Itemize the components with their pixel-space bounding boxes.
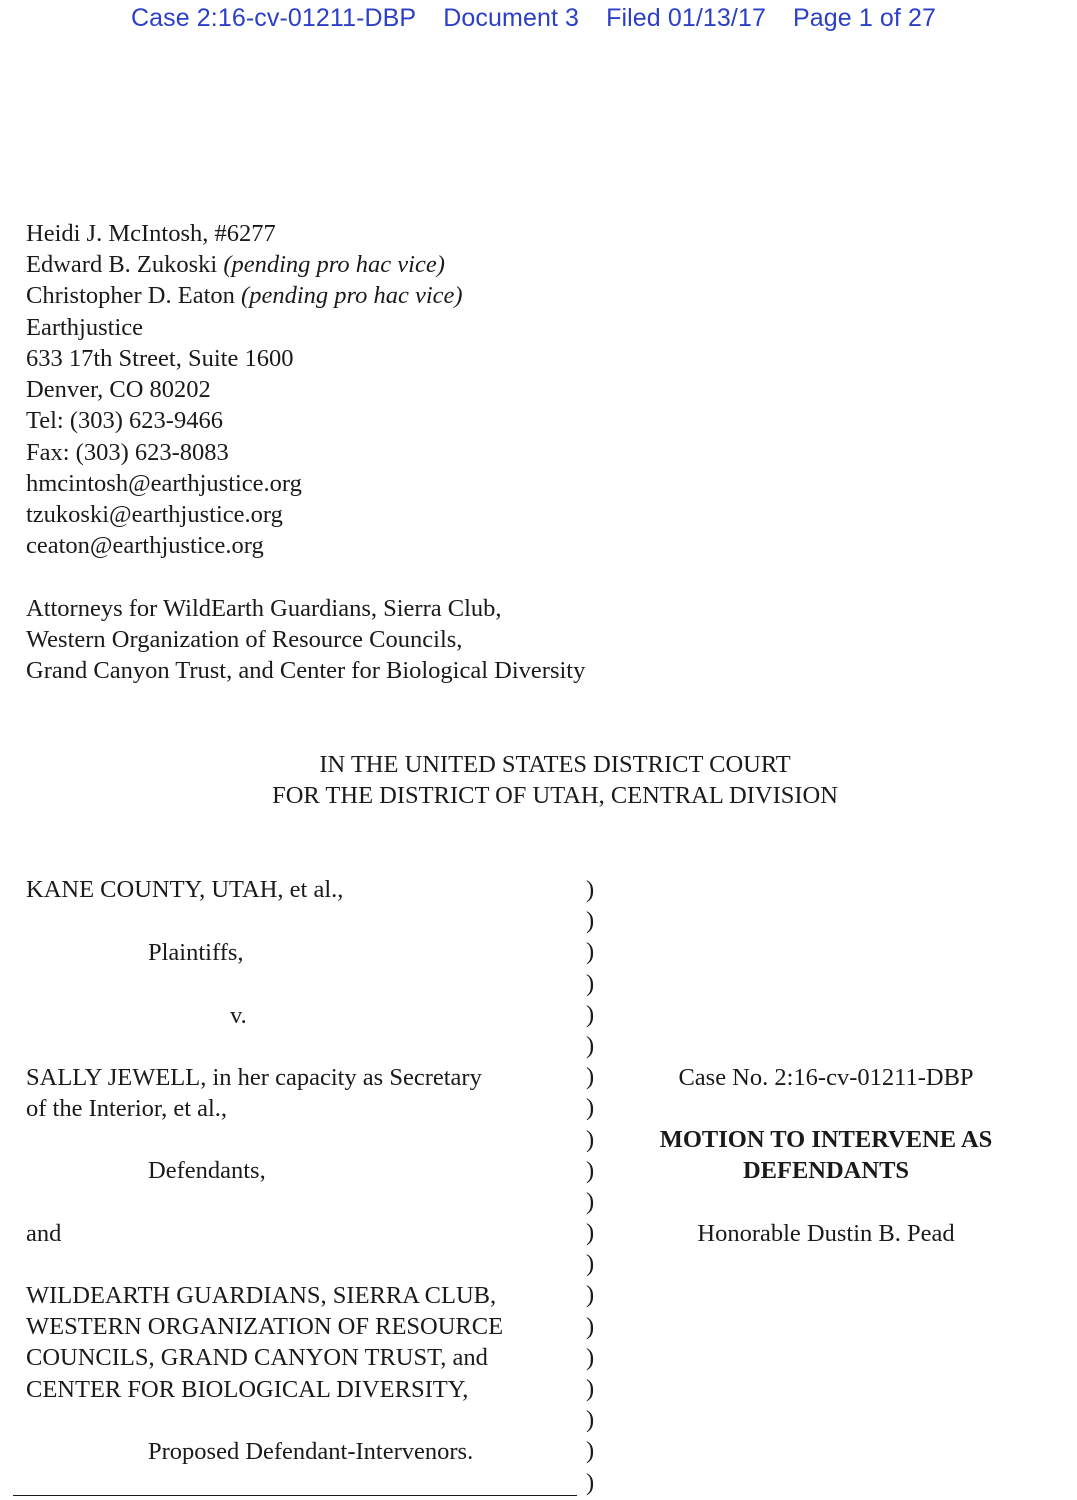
paren: ): [586, 1375, 595, 1402]
judge-name: Honorable Dustin B. Pead: [697, 1220, 955, 1247]
plaintiff-role: Plaintiffs,: [148, 939, 244, 966]
court-line-2: FOR THE DISTRICT OF UTAH, CENTRAL DIVISION: [272, 782, 838, 809]
paren: ): [586, 938, 595, 966]
attorney-name-1: Heidi J. McIntosh, #6277: [26, 220, 276, 247]
representation-line-2: Western Organization of Resource Councils,: [26, 626, 463, 653]
paren: ): [586, 907, 595, 935]
plaintiff-name: KANE COUNTY, UTAH, et al.,: [26, 876, 344, 903]
motion-title-line-1: MOTION TO INTERVENE AS: [659, 1126, 993, 1153]
defendant-line-2: of the Interior, et al.,: [26, 1095, 228, 1122]
attorney-note-2: (pending pro hac vice): [223, 251, 445, 278]
attorney-tel: Tel: (303) 623-9466: [26, 407, 223, 434]
paren: ): [586, 1000, 595, 1028]
paren: ): [586, 1406, 595, 1434]
court-line-1: IN THE UNITED STATES DISTRICT COURT: [319, 751, 791, 778]
attorney-org: Earthjustice: [26, 314, 144, 341]
paren: ): [586, 1343, 595, 1371]
paren: ): [586, 969, 595, 997]
paren: ): [586, 1156, 595, 1184]
case-number: Case No. 2:16-cv-01211-DBP: [678, 1064, 974, 1091]
representation-line-3: Grand Canyon Trust, and Center for Biological Diversity: [26, 657, 586, 684]
attorney-email-1: hmcintosh@earthjustice.org: [26, 470, 302, 497]
intervenors-line-1: WILDEARTH GUARDIANS, SIERRA CLUB,: [26, 1282, 497, 1309]
attorney-city: Denver, CO 80202: [26, 376, 211, 403]
paren: ): [586, 876, 595, 903]
header-document-number: Document 3: [443, 4, 580, 32]
attorney-note-3: (pending pro hac vice): [241, 282, 463, 309]
defendant-role: Defendants,: [148, 1157, 266, 1184]
attorney-name-3: Christopher D. Eaton (pending pro hac vice): [26, 282, 463, 309]
paren: ): [586, 1031, 595, 1059]
intervenors-line-2: WESTERN ORGANIZATION OF RESOURCE: [26, 1313, 504, 1340]
caption-underline: [13, 1495, 577, 1496]
paren: ): [586, 1187, 595, 1215]
attorney-email-3: ceaton@earthjustice.org: [26, 532, 264, 559]
defendant-line-1: SALLY JEWELL, in her capacity as Secretary: [26, 1064, 482, 1091]
paren: ): [586, 1437, 595, 1465]
intervenors-line-3: COUNCILS, GRAND CANYON TRUST, and: [26, 1344, 488, 1371]
and-label: and: [26, 1220, 62, 1247]
paren: ): [586, 1250, 595, 1278]
filing-header: [131, 4, 956, 33]
header-filed-date: Filed 01/13/17: [606, 4, 766, 32]
paren: ): [586, 1312, 595, 1340]
attorney-street: 633 17th Street, Suite 1600: [26, 345, 294, 372]
intervenors-role: Proposed Defendant-Intervenors.: [148, 1438, 474, 1465]
versus-label: v.: [230, 1002, 247, 1029]
paren: ): [586, 1125, 595, 1153]
attorney-email-2: tzukoski@earthjustice.org: [26, 501, 283, 528]
paren: ): [586, 1468, 595, 1496]
header-page-count: Page 1 of 27: [793, 4, 937, 32]
paren: ): [586, 1094, 595, 1122]
intervenors-line-4: CENTER FOR BIOLOGICAL DIVERSITY,: [26, 1376, 469, 1403]
paren: ): [586, 1219, 595, 1247]
paren: ): [586, 1063, 595, 1091]
header-case-number: Case 2:16-cv-01211-DBP: [131, 4, 417, 32]
caption-paren-column: [586, 874, 594, 1498]
attorney-fax: Fax: (303) 623-8083: [26, 439, 229, 466]
attorney-name-2: Edward B. Zukoski (pending pro hac vice): [26, 251, 445, 278]
motion-title-line-2: DEFENDANTS: [742, 1157, 910, 1184]
representation-line-1: Attorneys for WildEarth Guardians, Sierra Club,: [26, 595, 502, 622]
paren: ): [586, 1281, 595, 1309]
